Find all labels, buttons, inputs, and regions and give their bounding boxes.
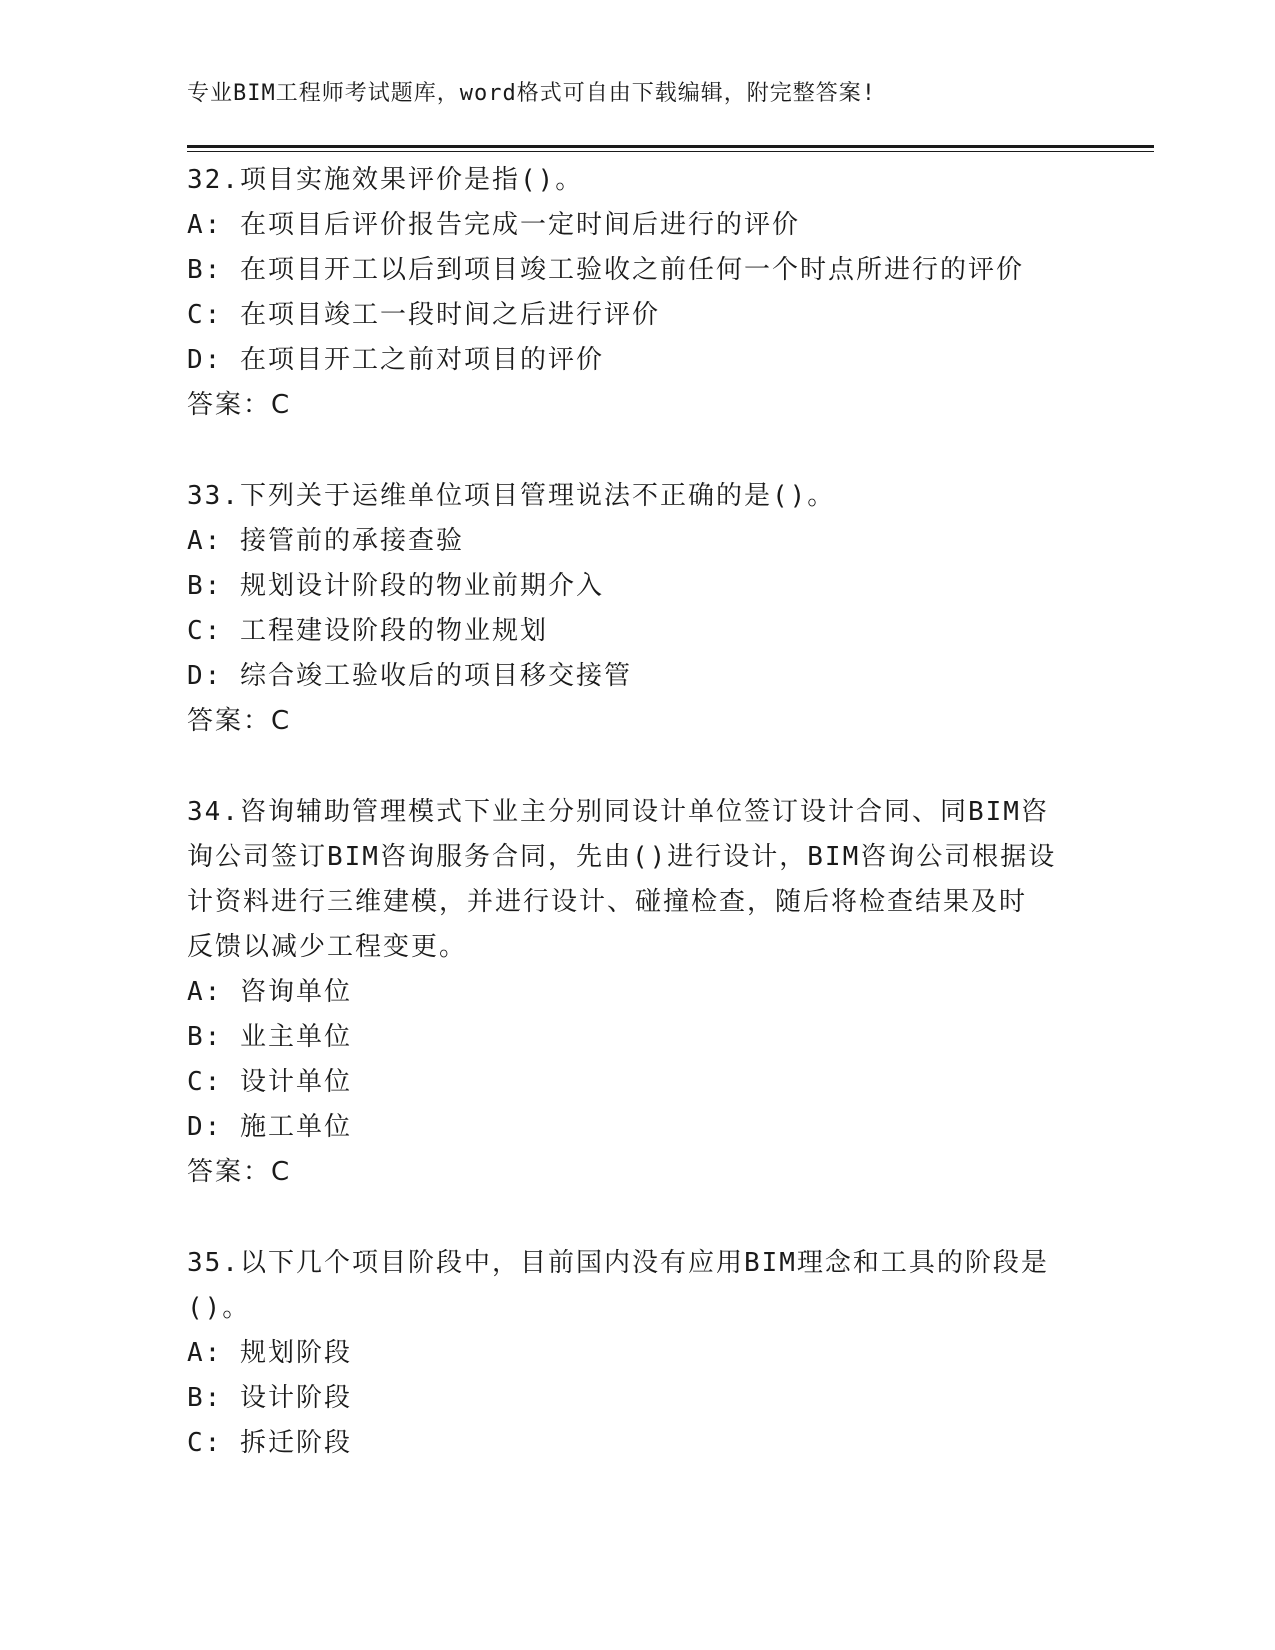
question-stem-line: 33.下列关于运维单位项目管理说法不正确的是()。 xyxy=(187,481,836,511)
option-d: D: 施工单位 xyxy=(187,1112,352,1142)
option-b: B: 设计阶段 xyxy=(187,1383,352,1413)
question-34 xyxy=(187,790,1087,1195)
answer: 答案：C xyxy=(187,390,292,420)
option-c: C: 在项目竣工一段时间之后进行评价 xyxy=(187,300,660,330)
option-c: C: 工程建设阶段的物业规划 xyxy=(187,616,548,646)
question-33 xyxy=(187,474,1087,744)
question-35 xyxy=(187,1241,1087,1466)
question-list xyxy=(187,158,1087,1466)
header-divider-thin xyxy=(187,151,1154,152)
question-32 xyxy=(187,158,1087,428)
question-stem xyxy=(187,474,1087,519)
option-a: A: 规划阶段 xyxy=(187,1338,352,1368)
option-c: C: 拆迁阶段 xyxy=(187,1428,352,1458)
option-b: B: 业主单位 xyxy=(187,1022,352,1052)
header-divider xyxy=(187,145,1154,148)
question-stem-line: ()。 xyxy=(187,1293,251,1323)
page-header: 专业BIM工程师考试题库，word格式可自由下载编辑，附完整答案! xyxy=(187,81,876,106)
question-stem-line: 32.项目实施效果评价是指()。 xyxy=(187,165,584,195)
answer: 答案：C xyxy=(187,1157,292,1187)
option-a: A: 接管前的承接查验 xyxy=(187,526,464,556)
option-d: D: 综合竣工验收后的项目移交接管 xyxy=(187,661,632,691)
question-stem xyxy=(187,158,1087,203)
option-d: D: 在项目开工之前对项目的评价 xyxy=(187,345,604,375)
question-stem-line: 反馈以减少工程变更。 xyxy=(187,932,468,962)
question-stem xyxy=(187,790,1087,970)
question-stem-line: 计资料进行三维建模，并进行设计、碰撞检查，随后将检查结果及时 xyxy=(187,887,1028,917)
answer: 答案：C xyxy=(187,706,292,736)
question-stem-line: 35.以下几个项目阶段中，目前国内没有应用BIM理念和工具的阶段是 xyxy=(187,1248,1049,1278)
option-a: A: 咨询单位 xyxy=(187,977,352,1007)
option-c: C: 设计单位 xyxy=(187,1067,352,1097)
question-stem-line: 34.咨询辅助管理模式下业主分别同设计单位签订设计合同、同BIM咨 xyxy=(187,797,1049,827)
question-stem xyxy=(187,1241,1087,1331)
option-b: B: 在项目开工以后到项目竣工验收之前任何一个时点所进行的评价 xyxy=(187,255,1024,285)
question-stem-line: 询公司签订BIM咨询服务合同，先由()进行设计，BIM咨询公司根据设 xyxy=(187,842,1057,872)
option-b: B: 规划设计阶段的物业前期介入 xyxy=(187,571,604,601)
option-a: A: 在项目后评价报告完成一定时间后进行的评价 xyxy=(187,210,800,240)
